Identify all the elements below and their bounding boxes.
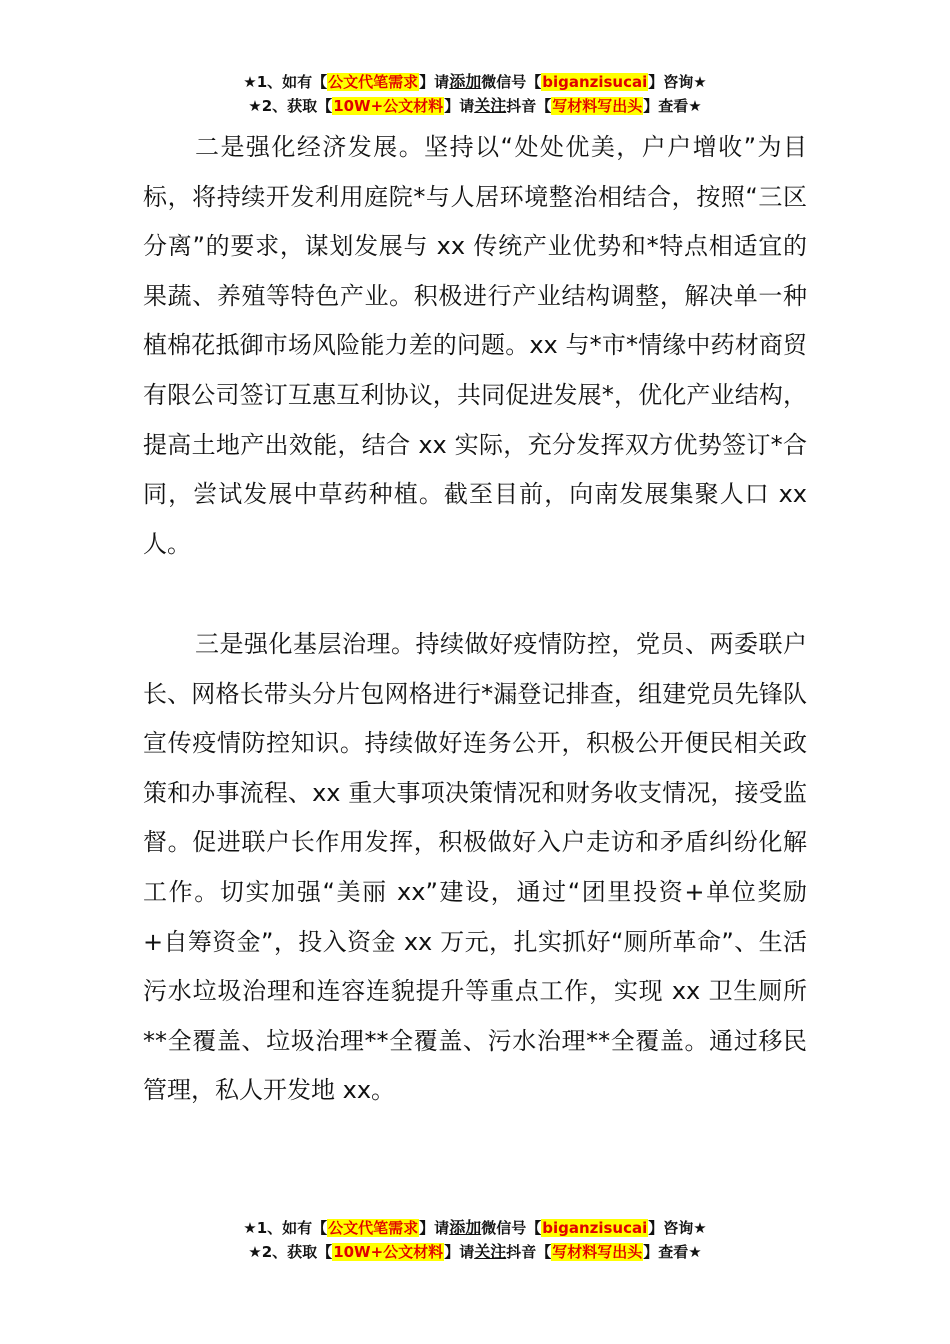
header-banner	[0, 70, 950, 118]
banner-line-1: ★1、如有【公文代笔需求】请添加微信号【biganzisucai】咨询★	[243, 1218, 707, 1237]
highlight-douyin: 写材料写出头	[552, 1243, 643, 1261]
banner-line-2: ★2、获取【10W+公文材料】请关注抖音【写材料写出头】查看★	[248, 96, 702, 115]
underlined-add: 添加	[449, 1218, 482, 1237]
footer-banner	[0, 1216, 950, 1264]
highlight-service: 公文代笔需求	[328, 73, 419, 91]
highlight-wechat-id: biganzisucai	[542, 1219, 648, 1237]
highlight-wechat-id: biganzisucai	[542, 73, 648, 91]
highlight-service: 公文代笔需求	[328, 1219, 419, 1237]
highlight-materials: 10W+公文材料	[333, 1243, 444, 1261]
paragraph-grassroots-governance: 三是强化基层治理。持续做好疫情防控，党员、两委联户长、网格长带头分片包网格进行*漏登记排查，组建党员先锋队宣传疫情防控知识。持续做好连务公开，积极公开便民相关政策和办事流程、xx 重大事项决策情况和财务收支情况，接受监督。促进联户长作用发挥，积极做好入户走访和矛盾纠纷化解工作。切实加强“美丽 xx”建设，通过“团里投资+单位奖励+自筹资金”，投入资金 xx 万元，扎实抓好“厕所革命”、生活污水垃圾治理和连容连貌提升等重点工作，实现 xx 卫生厕所**全覆盖、垃圾治理**全覆盖、污水治理**全覆盖。通过移民管理，私人开发地 xx。	[143, 630, 807, 1105]
highlight-materials: 10W+公文材料	[333, 97, 444, 115]
banner-line-1: ★1、如有【公文代笔需求】请添加微信号【biganzisucai】咨询★	[243, 72, 707, 91]
highlight-douyin: 写材料写出头	[552, 97, 643, 115]
underlined-follow: 关注	[474, 96, 507, 115]
paragraph-economic-development: 二是强化经济发展。坚持以“处处优美，户户增收”为目标，将持续开发利用庭院*与人居环境整治相结合，按照“三区分离”的要求，谋划发展与 xx 传统产业优势和*特点相适宜的果蔬、养殖等特色产业。积极进行产业结构调整，解决单一种植棉花抵御市场风险能力差的问题。xx 与*市*情缘中药材商贸有限公司签订互惠互利协议，共同促进发展*，优化产业结构，提高土地产出效能，结合 xx 实际，充分发挥双方优势签订*合同，尝试发展中草药种植。截至目前，向南发展集聚人口 xx 人。	[143, 133, 807, 558]
banner-line-2: ★2、获取【10W+公文材料】请关注抖音【写材料写出头】查看★	[248, 1242, 702, 1261]
underlined-add: 添加	[449, 72, 482, 91]
underlined-follow: 关注	[474, 1242, 507, 1261]
